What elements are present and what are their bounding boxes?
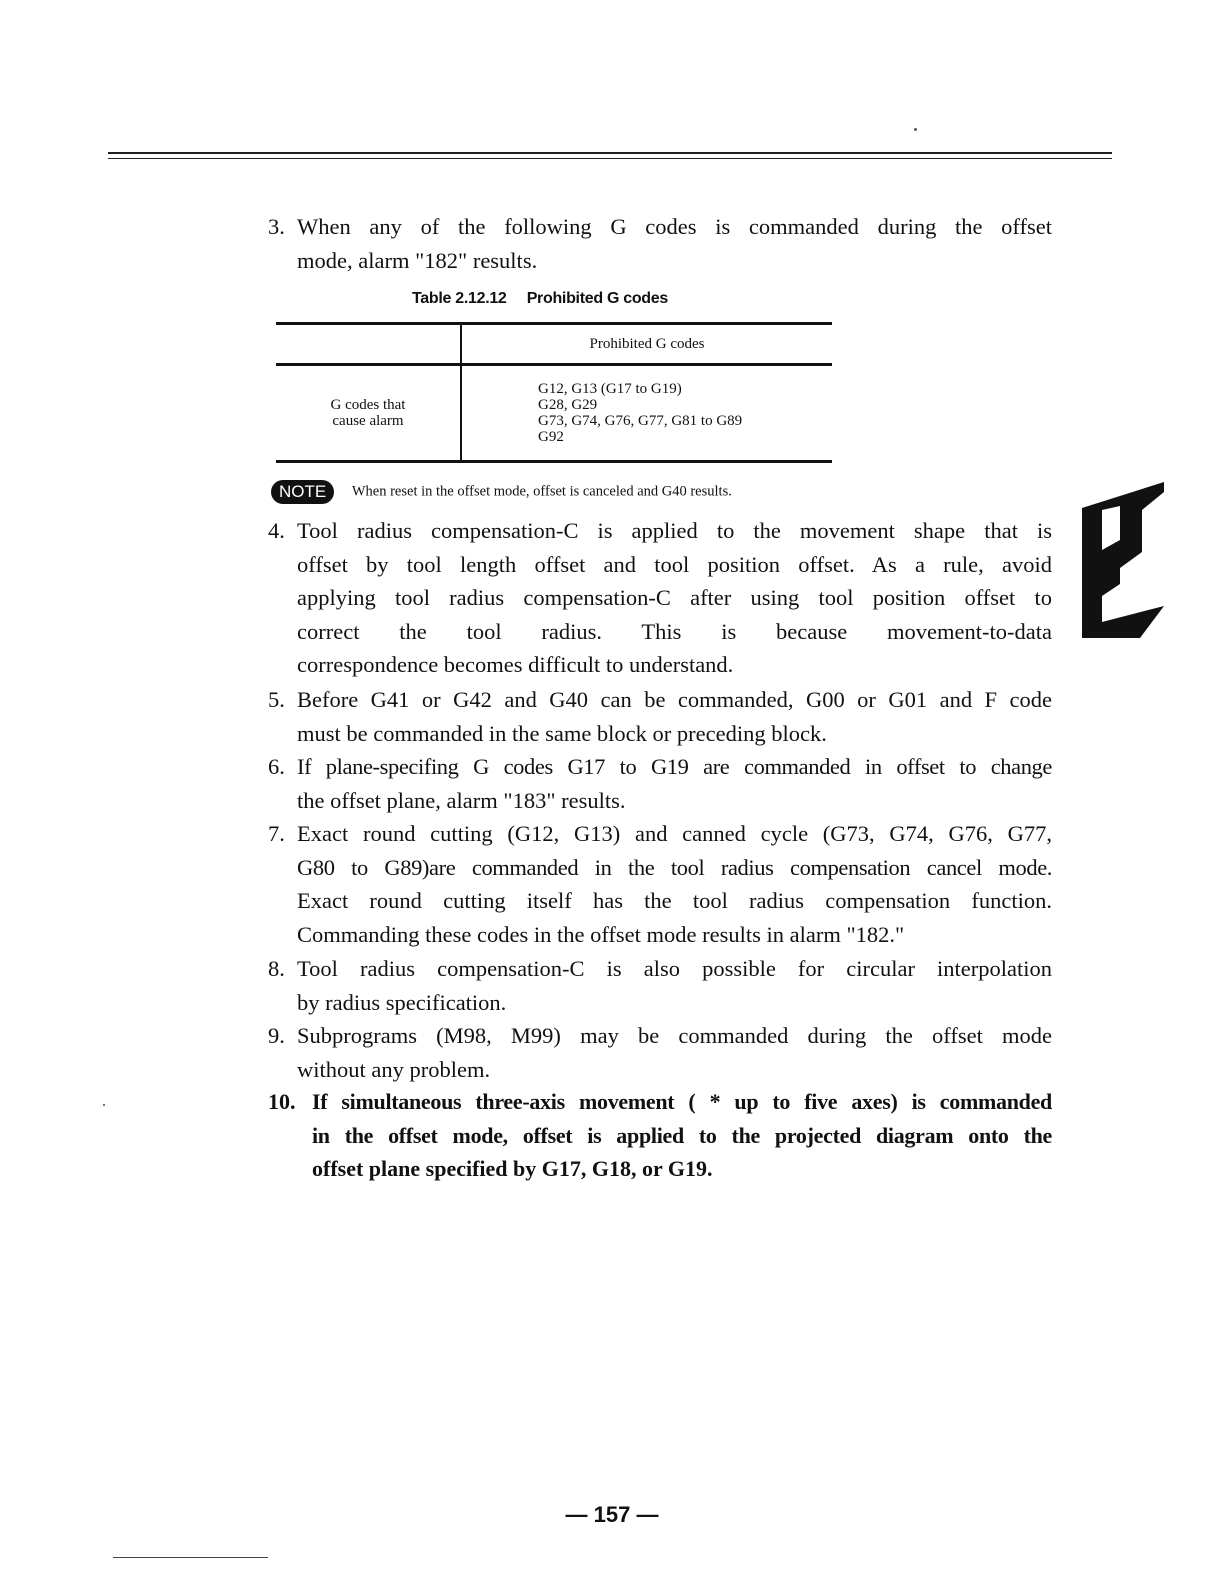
table-header-row xyxy=(276,324,832,365)
chapter-tab-icon xyxy=(1080,480,1164,640)
item-line: Subprograms (M98, M99) may be commanded during the offset mode xyxy=(297,1023,1052,1048)
item-line: When any of the following G codes is commanded during the offset xyxy=(297,214,1052,239)
table-codes-cell xyxy=(461,365,832,462)
item-number: 4. xyxy=(268,518,285,543)
list-item-9 xyxy=(268,1019,1052,1086)
table-header-cell: Prohibited G codes xyxy=(461,324,832,365)
item-text xyxy=(297,750,1052,817)
item-line: in the offset mode, offset is applied to the projected diagram onto the xyxy=(312,1122,1052,1148)
item-number: 6. xyxy=(268,754,285,779)
row-label-line: cause alarm xyxy=(332,413,404,429)
item-line: mode, alarm "182" results. xyxy=(297,247,538,273)
table-caption xyxy=(412,290,668,308)
code-entry: G28, G29 xyxy=(538,397,598,413)
item-line: G80 to G89)are commanded in the tool radius compensation cancel mode. xyxy=(297,854,1052,880)
table-header-empty xyxy=(276,324,461,365)
row-label-line: G codes that xyxy=(330,397,406,413)
list-item-4 xyxy=(268,514,1052,682)
item-text xyxy=(297,952,1052,1019)
page-number: — 157 — xyxy=(565,1502,659,1527)
header-rule-thick xyxy=(108,152,1112,154)
code-entry: G92 xyxy=(538,429,564,445)
table-caption-title: Prohibited G codes xyxy=(526,290,668,307)
item-number: 10. xyxy=(268,1089,296,1114)
table-row-label xyxy=(276,365,461,462)
list-item-7 xyxy=(268,817,1052,951)
item-text xyxy=(297,683,1052,750)
item-line: correct the tool radius. This is because movement-to-data xyxy=(297,618,1052,644)
note-text: When reset in the offset mode, offset is canceled and G40 results. xyxy=(351,483,732,500)
table-row xyxy=(276,365,832,462)
item-number: 7. xyxy=(268,821,285,846)
item-number: 3. xyxy=(268,214,285,239)
item-line: Tool radius compensation-C is also possible for circular interpolation xyxy=(297,956,1052,981)
item-number: 5. xyxy=(268,687,285,712)
header-rule-thin xyxy=(108,158,1112,159)
list-item-6 xyxy=(268,750,1052,817)
item-number: 8. xyxy=(268,956,285,981)
item-number: 9. xyxy=(268,1023,285,1048)
list-item-3 xyxy=(268,210,1052,277)
item-line: by radius specification. xyxy=(297,989,507,1015)
item-line: the offset plane, alarm "183" results. xyxy=(297,787,626,813)
list-item-10 xyxy=(268,1085,1052,1186)
item-text xyxy=(297,817,1052,951)
scan-speck xyxy=(914,128,917,131)
item-line: must be commanded in the same block or preceding block. xyxy=(297,720,827,746)
item-line: without any problem. xyxy=(297,1056,491,1082)
item-line: correspondence becomes difficult to understand. xyxy=(297,652,734,677)
item-line: offset by tool length offset and tool position offset. As a rule, avoid xyxy=(297,551,1052,577)
code-entry: G73, G74, G76, G77, G81 to G89 xyxy=(538,413,743,429)
item-text xyxy=(312,1085,1052,1186)
list-item-8 xyxy=(268,952,1052,1019)
note-badge: NOTE xyxy=(271,480,334,504)
item-line: Before G41 or G42 and G40 can be commanded, G00 or G01 and F code xyxy=(297,687,1052,712)
scan-speck xyxy=(103,1104,105,1106)
item-text xyxy=(297,1019,1052,1086)
item-text xyxy=(297,514,1052,682)
item-line: Exact round cutting (G12, G13) and canned cycle (G73, G74, G76, G77, xyxy=(297,821,1052,846)
item-line: Exact round cutting itself has the tool radius compensation function. xyxy=(297,888,1052,913)
footer-rule xyxy=(113,1557,268,1558)
item-line: Commanding these codes in the offset mode results in alarm "182." xyxy=(297,921,905,947)
item-line: applying tool radius compensation-C after using tool position offset to xyxy=(297,585,1052,610)
item-line: If simultaneous three-axis movement ( * up to five axes) is commanded xyxy=(312,1089,1052,1114)
item-line: Tool radius compensation-C is applied to the movement shape that is xyxy=(297,518,1052,543)
table-caption-number: Table 2.12.12 xyxy=(412,290,507,307)
code-entry: G12, G13 (G17 to G19) xyxy=(538,381,682,397)
prohibited-g-codes-table xyxy=(276,322,832,463)
note xyxy=(271,480,732,504)
item-text xyxy=(297,210,1052,277)
item-line: If plane-specifing G codes G17 to G19 are commanded in offset to change xyxy=(297,754,1052,779)
item-line: offset plane specified by G17, G18, or G19. xyxy=(312,1156,713,1181)
list-item-5 xyxy=(268,683,1052,750)
